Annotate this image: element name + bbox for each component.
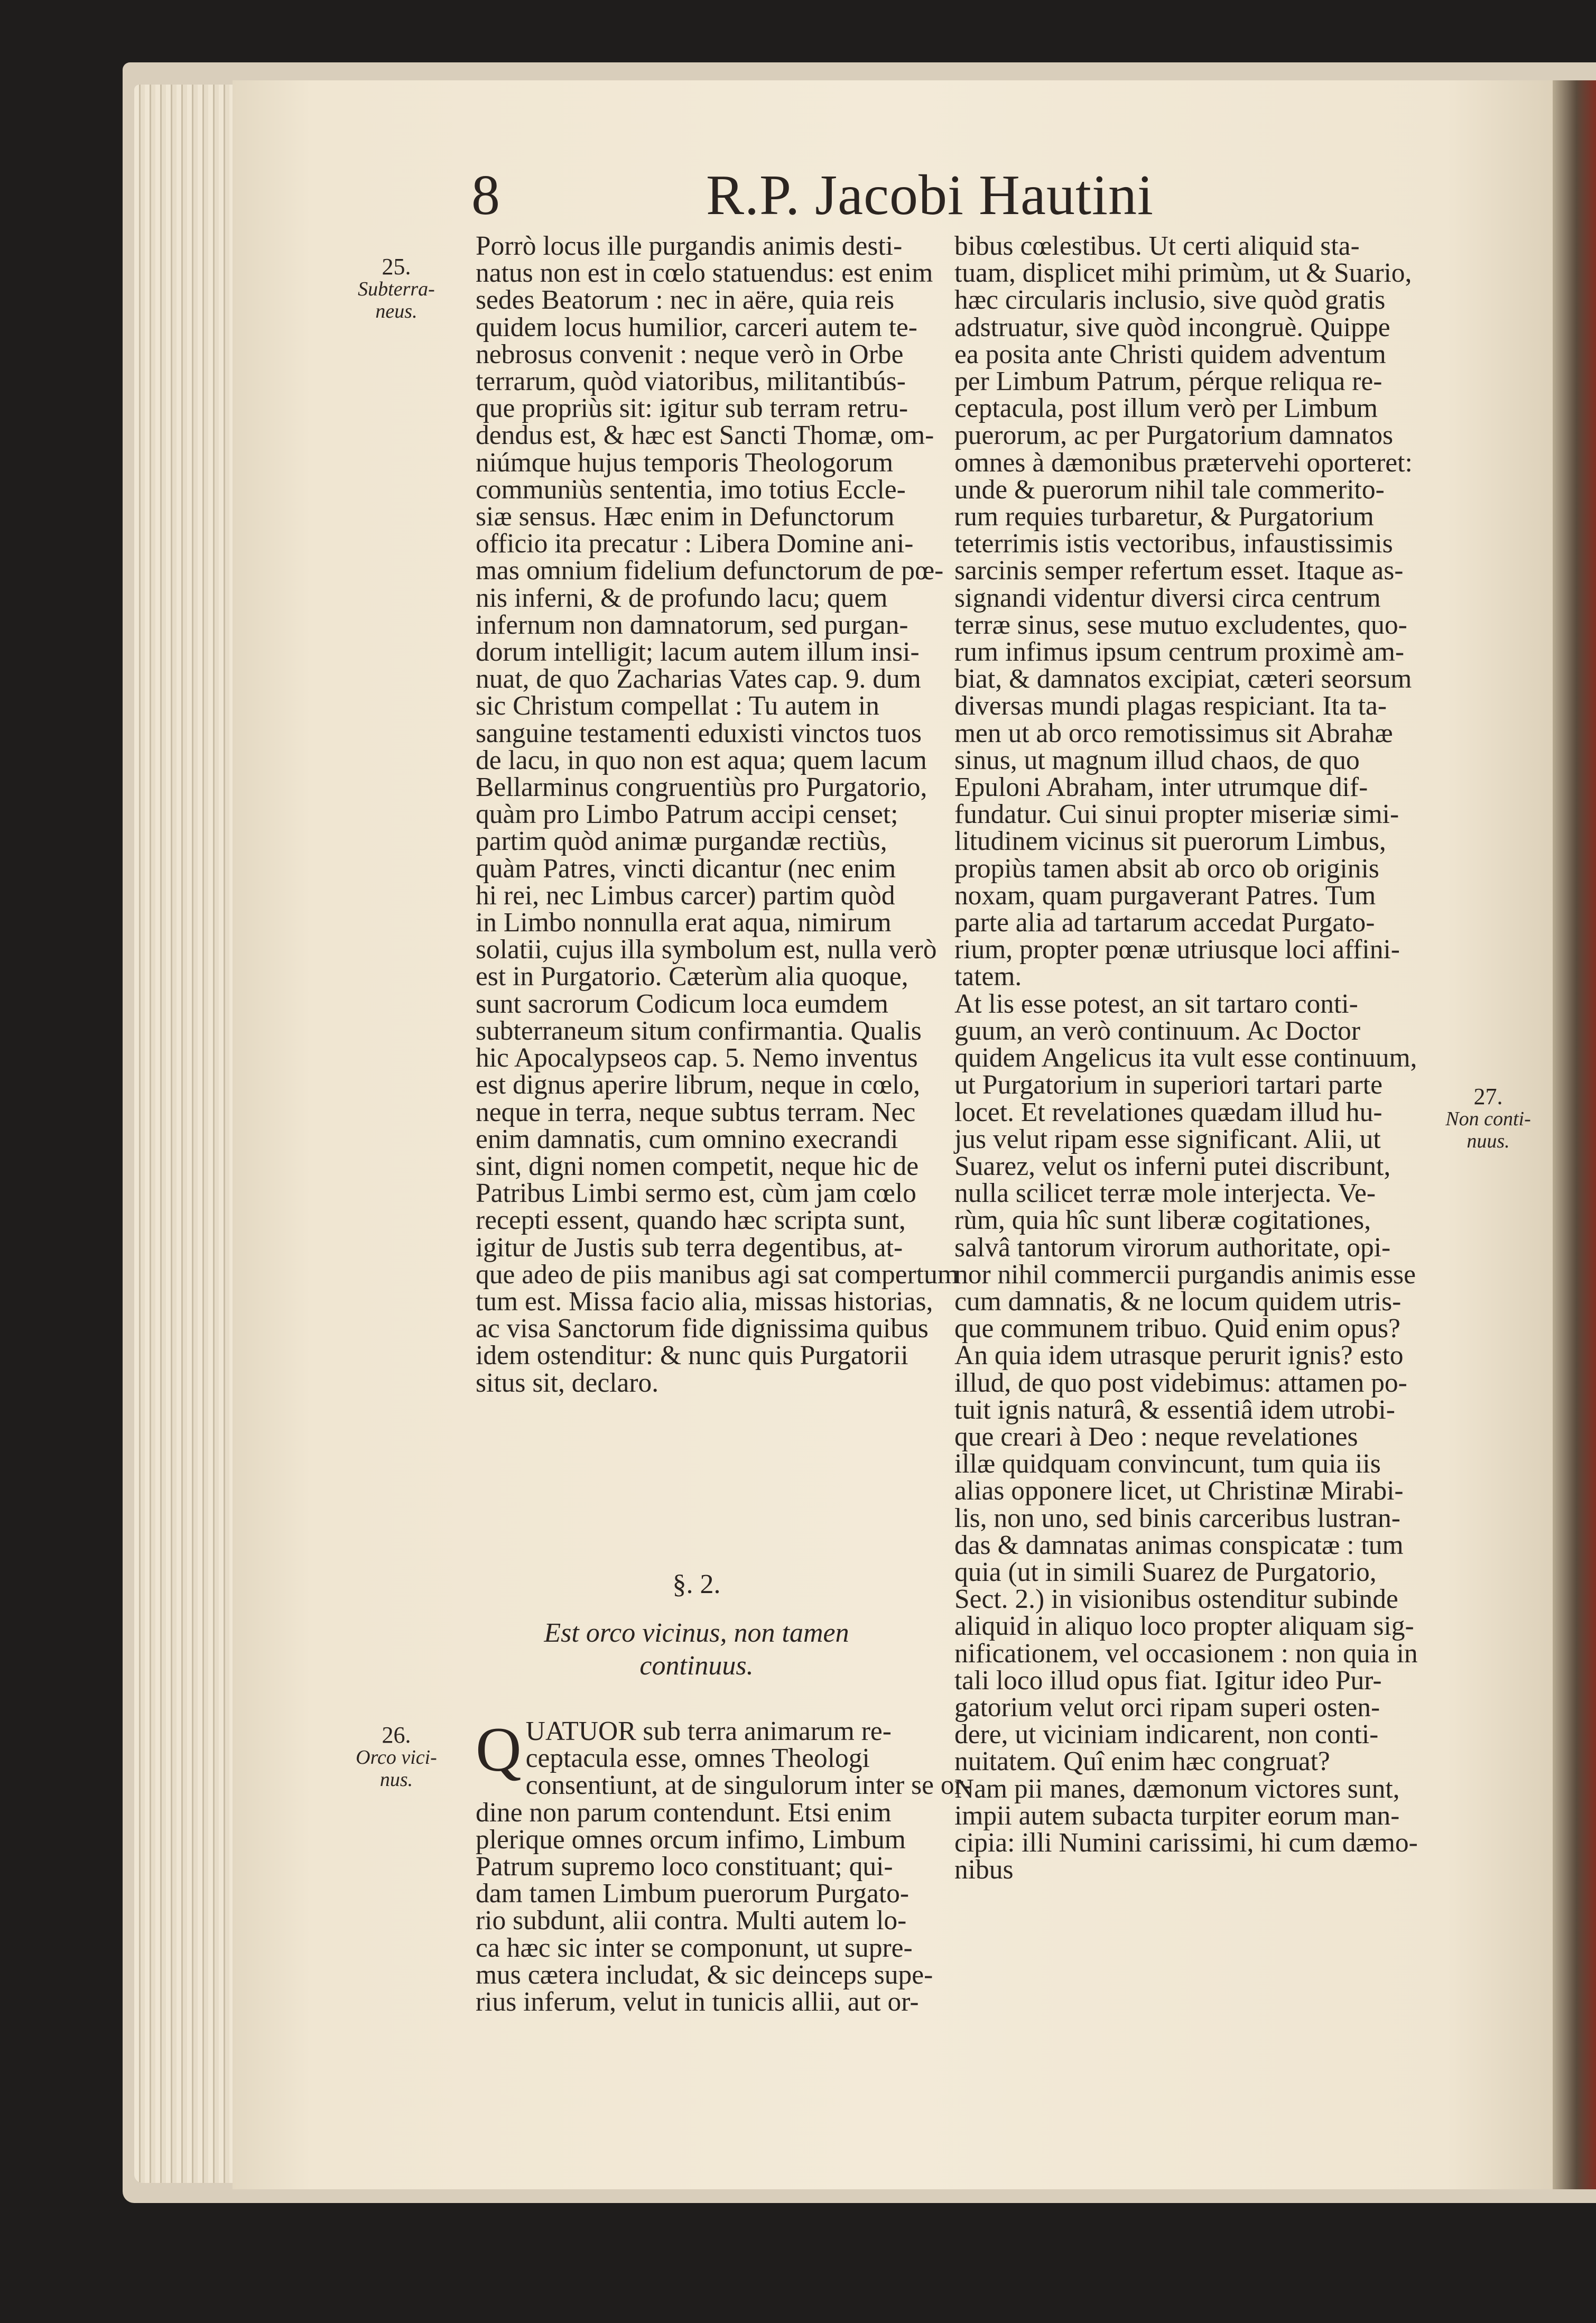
text-line: officio ita precatur : Libera Domine ani- [476,529,914,559]
margin-note-line: nus. [379,1769,413,1791]
text-line: das & damnatas animas conspicatæ : tum [954,1530,1404,1560]
text-line: salvâ tantorum virorum authoritate, opi- [954,1232,1391,1263]
text-line: solatii, cujus illa symbolum est, nulla verò [476,934,937,965]
text-line: idem ostenditur: & nunc quis Purgatorii [476,1340,908,1371]
text-line: infernum non damnatorum, sed purgan- [476,609,908,640]
text-line: cipia: illi Numini carissimi, hi cum dæmo- [954,1827,1418,1858]
text-line: ut Purgatorium in superiori tartari parte [954,1070,1382,1100]
text-line: lis, non uno, sed binis carceribus lustran- [954,1503,1400,1533]
drop-capital: Q [476,1714,522,1784]
text-line: partim quòd animæ purgandæ rectiùs, [476,826,887,857]
text-line: dorum intelligit; lacum autem illum insi- [476,637,920,668]
text-line: rùm, quia hîc sunt liberæ cogitationes, [954,1205,1371,1236]
text-line: alias opponere licet, ut Christinæ Mirabi- [954,1476,1404,1506]
text-line: diversas mundi plagas respiciant. Ita ta- [954,691,1387,721]
margin-note-number: 25. [382,254,411,280]
text-line: quàm pro Limbo Patrum accipi censet; [476,799,898,830]
text-line: impii autem subacta turpiter eorum man- [954,1800,1400,1831]
text-line: bibus cœlestibus. Ut certi aliquid sta- [954,231,1360,261]
text-line: cum damnatis, & ne locum quidem utris- [954,1286,1402,1317]
text-line: An quia idem utrasque perurit ignis? esto [954,1340,1404,1371]
text-line: de lacu, in quo non est aqua; quem lacum [476,745,927,775]
text-line: nor nihil commercii purgandis animis esse [954,1259,1416,1290]
text-line: nis inferni, & de profundo lacu; quem [476,582,888,613]
text-line: mas omnium fidelium defunctorum de pœ- [476,556,944,586]
text-line: igitur de Justis sub terra degentibus, at- [476,1232,903,1263]
text-line: tatem. [954,961,1022,992]
text-line: hi rei, nec Limbus carcer) partim quòd [476,880,895,911]
text-line: sunt sacrorum Codicum loca eumdem [476,988,888,1019]
running-head: R.P. Jacobi Hautini [706,164,1154,227]
page-edges [134,85,245,2183]
text-line: hic Apocalypseos cap. 5. Nemo inventus [476,1043,918,1073]
text-line: Suarez, velut os inferni putei discribunt, [954,1151,1391,1181]
left-column-b-lines [476,1714,972,2017]
facing-page-shadow [1553,80,1596,2189]
text-line: hæc circularis inclusio, sive quòd gratis [954,285,1386,316]
section-mark: §. 2. [672,1569,721,1599]
text-line: illud, de quo post videbimus: attamen po- [954,1367,1407,1398]
text-line: que propriùs sit: igitur sub terram retru- [476,393,908,424]
text-line: noxam, quam purgaverant Patres. Tum [954,880,1376,911]
text-line: nificationem, vel occasionem : non quia in [954,1638,1418,1669]
left-column-text-b [476,1714,972,2017]
text-line: rius inferum, velut in tunicis allii, aut or- [476,1987,919,2017]
text-line: consentiunt, at de singulorum inter se or- [525,1770,972,1801]
margin-note-line: Non conti- [1445,1108,1531,1130]
text-line: natus non est in cœlo statuendus: est enim [476,258,933,289]
text-line: recepti essent, quando hæc scripta sunt, [476,1205,906,1236]
text-line: aliquid in aliquo loco propter aliquam sig- [954,1611,1414,1642]
text-line: in Limbo nonnulla erat aqua, nimirum [476,908,892,938]
text-line: dendus est, & hæc est Sancti Thomæ, om- [476,420,934,451]
margin-note-number: 27. [1473,1084,1503,1109]
text-line: sinus, ut magnum illud chaos, de quo [954,745,1360,775]
margin-note-26 [354,1724,439,1791]
text-line: rium, propter pœnæ utriusque loci affini- [954,934,1400,965]
text-line: enim damnatis, cum omnino execrandi [476,1124,898,1154]
text-line: rio subdunt, alii contra. Multi autem lo- [476,1905,907,1936]
text-line: UATUOR sub terra animarum re- [525,1716,892,1746]
text-line: per Limbum Patrum, pérque reliqua re- [954,366,1382,397]
margin-note-27 [1430,1086,1546,1152]
text-line: ca hæc sic inter se componunt, ut supre- [476,1932,913,1963]
text-line: sarcinis semper refertum esset. Itaque as- [954,556,1404,586]
folio-number: 8 [471,164,500,227]
text-line: tali loco illud opus fiat. Igitur ideo Pur- [954,1665,1382,1696]
text-line: quia (ut in simili Suarez de Purgatorio, [954,1557,1377,1587]
text-line: est in Purgatorio. Cæterùm alia quoque, [476,961,908,992]
text-line: dine non parum contendunt. Etsi enim [476,1797,892,1828]
text-line: que communem tribuo. Quid enim opus? [954,1313,1400,1344]
left-column-text [476,233,959,1396]
text-line: plerique omnes orcum infimo, Limbum [476,1824,906,1855]
text-line: communiùs sententia, imo totius Eccle- [476,474,906,505]
text-line: quidem locus humilior, carceri autem te- [476,312,917,343]
text-line: Patribus Limbi sermo est, cùm jam cœlo [476,1178,916,1209]
text-line: signandi videntur diversi circa centrum [954,582,1381,613]
margin-note-number: 26. [382,1722,411,1748]
text-line: Nam pii manes, dæmonum victores sunt, [954,1773,1400,1804]
margin-note-line: Subterra- [358,278,435,300]
text-line: siæ sensus. Hæc enim in Defunctorum [476,502,895,532]
text-line: teterrimis istis vectoribus, infaustissimis [954,529,1393,559]
text-line: propiùs tamen absit ab orco ob originis [954,853,1379,884]
margin-note-line: neus. [375,300,417,322]
text-line: que creari à Deo : neque revelationes [954,1421,1358,1452]
text-line: omnes à dæmonibus prætervehi oporteret: [954,447,1413,478]
text-line: mus cætera includat, & sic deinceps supe- [476,1959,933,1990]
text-line: guum, an verò continuum. Ac Doctor [954,1015,1361,1046]
text-line: nibus [954,1855,1014,1885]
text-line: Porrò locus ille purgandis animis desti- [476,231,903,261]
text-line: que adeo de piis manibus agi sat compertum [476,1259,959,1290]
text-line: sanguine testamenti eduxisti vinctos tuos [476,718,922,748]
text-line: adstruatur, sive quòd incongruè. Quippe [954,312,1390,343]
right-column-text [954,233,1418,1883]
text-line: illæ quidquam convincunt, tum quia iis [954,1449,1381,1479]
text-line: puerorum, ac per Purgatorium damnatos [954,420,1393,451]
section-title-line: continuus. [639,1651,754,1681]
text-line: nebrosus convenit : neque verò in Orbe [476,339,904,369]
text-line: neque in terra, neque subtus terram. Nec [476,1097,916,1127]
text-line: dere, ut viciniam indicarent, non conti- [954,1719,1379,1750]
text-line: quidem Angelicus ita vult esse continuum, [954,1043,1417,1073]
text-line: ac visa Sanctorum fide dignissima quibus [476,1313,929,1344]
text-line: rum infimus ipsum centrum proximè am- [954,637,1405,668]
text-line: ceptacula, post illum verò per Limbum [954,393,1378,424]
text-line: nuitatem. Quî enim hæc congruat? [954,1746,1330,1777]
text-line: biat, & damnatos excipiat, cæteri seorsum [954,664,1412,695]
text-line: niúmque hujus temporis Theologorum [476,447,894,478]
margin-note-line: nuus. [1467,1130,1510,1152]
text-line: sedes Beatorum : nec in aëre, quia reis [476,285,895,316]
text-line: dam tamen Limbum puerorum Purgato- [476,1878,910,1909]
text-line: tuit ignis naturâ, & essentiâ idem utrobi- [954,1394,1395,1425]
text-line: est dignus aperire librum, neque in cœlo, [476,1070,920,1100]
text-line: At lis esse potest, an sit tartaro conti- [954,988,1358,1019]
text-line: fundatur. Cui sinui propter miseriæ simi- [954,799,1399,830]
text-line: situs sit, declaro. [476,1367,659,1398]
text-line: subterraneum situm confirmantia. Qualis [476,1015,922,1046]
text-line: sic Christum compellat : Tu autem in [476,691,879,721]
text-line: locet. Et revelationes quædam illud hu- [954,1097,1382,1127]
text-line: tuam, displicet mihi primùm, ut & Suario, [954,258,1412,289]
text-line: litudinem vicinus sit puerorum Limbus, [954,826,1386,857]
text-line: nuat, de quo Zacharias Vates cap. 9. dum [476,664,921,695]
text-line: sint, digni nomen competit, neque hic de [476,1151,919,1181]
text-line: terræ sinus, sese mutuo excludentes, quo- [954,609,1407,640]
text-line: Bellarminus congruentiùs pro Purgatorio, [476,772,927,803]
text-line: jus velut ripam esse significant. Alii, ut [954,1124,1381,1154]
margin-note-line: Orco vici- [356,1746,437,1769]
text-line: Epuloni Abraham, inter utrumque dif- [954,772,1368,803]
text-line: ceptacula esse, omnes Theologi [525,1743,870,1774]
margin-note-25 [354,256,439,322]
text-line: rum requies turbaretur, & Purgatorium [954,502,1374,532]
text-line: Patrum supremo loco constituant; qui- [476,1852,893,1882]
section-title-line: Est orco vicinus, non tamen [544,1618,849,1648]
text-line: quàm Patres, vincti dicantur (nec enim [476,853,896,884]
text-line: tum est. Missa facio alia, missas historias, [476,1286,933,1317]
text-line: gatorium velut orci ripam superi osten- [954,1692,1380,1723]
text-line: terrarum, quòd viatoribus, militantibús- [476,366,906,397]
text-line: ea posita ante Christi quidem adventum [954,339,1386,369]
text-line: parte alia ad tartarum accedat Purgato- [954,908,1375,938]
text-line: nulla scilicet terræ mole interjecta. Ve- [954,1178,1376,1209]
text-line: men ut ab orco remotissimus sit Abrahæ [954,718,1393,748]
text-line: unde & puerorum nihil tale commerito- [954,474,1385,505]
text-line: Sect. 2.) in visionibus ostenditur subinde [954,1584,1398,1615]
